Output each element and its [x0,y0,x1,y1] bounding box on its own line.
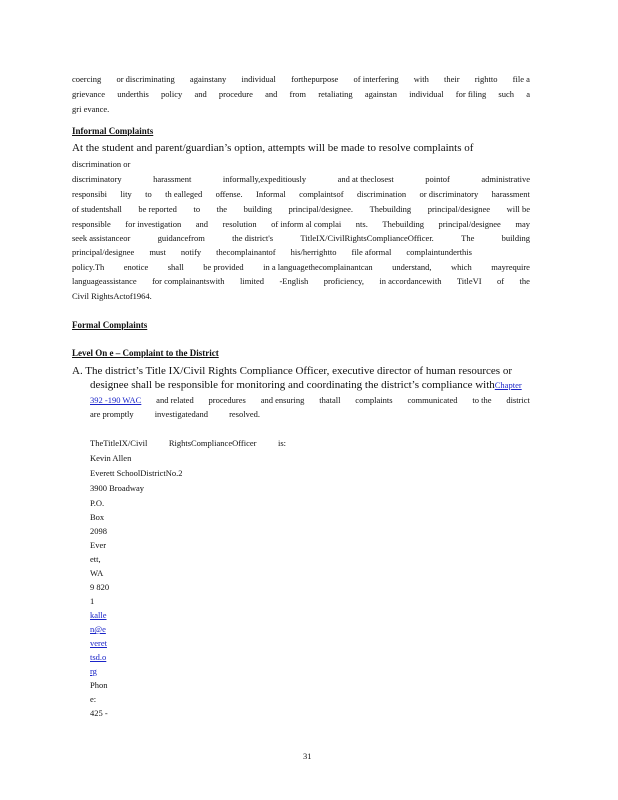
informal-line-5 [72,219,530,229]
officer-phone-fragment: Phon [90,680,108,690]
word: proficiency, [323,276,364,286]
item-a-line-2 [90,379,522,391]
word: individual [241,74,276,84]
officer-email-link[interactable]: tsd.o [90,652,107,662]
informal-line-6 [72,233,530,243]
word: are promptly [90,409,134,419]
word: and related [156,395,194,405]
officer-email-link[interactable]: rg [90,666,97,676]
informal-line-8 [72,262,530,272]
word: grievance [72,89,106,99]
word: building [501,233,530,243]
word: of studentshall [72,204,122,214]
word: TitleVI [456,276,482,286]
informal-line-7 [72,247,472,257]
informal-line-2 [72,174,530,184]
word: responsibi [72,189,107,199]
word: -English [279,276,309,286]
officer-street: 3900 Broadway [90,483,145,493]
word: pointof [425,174,450,184]
word: file aformal [351,247,392,257]
informal-line-4 [72,204,530,214]
word: the [216,204,228,214]
word: shall [167,262,184,272]
word: TheTitleIX/Civil [90,438,148,448]
word: of interfering [353,74,399,84]
word: be reported [138,204,177,214]
word: discrimination [356,189,407,199]
word: of inform al complai [271,219,342,229]
officer-intro [90,438,286,448]
word: retaliating [318,89,353,99]
word: or discriminatory [419,189,479,199]
word: principal/designee. [288,204,353,214]
word: discriminatory [72,174,122,184]
informal-heading: Informal Complaints [72,126,154,136]
word: harassment [153,174,192,184]
wac-number-link[interactable]: 392 -190 WAC [90,395,142,405]
word: in accordancewith [379,276,442,286]
word: for complainantswith [152,276,225,286]
item-a-line-1: A. The district’s Title IX/Civil Rights Compliance Officer, executive director of human resources or [72,365,512,377]
officer-phone-fragment: 425 - [90,708,108,718]
word: limited [239,276,265,286]
word: Thebuilding [369,204,412,214]
word: in a languagethecomplainantcan [263,262,373,272]
word: and ensuring [260,395,305,405]
word: guidancefrom [157,233,205,243]
item-a-text: designee shall be responsible for monitoring and coordinating the district’s compliance with [90,379,495,391]
word: mayrequire [491,262,530,272]
word: his/herrightto [290,247,337,257]
word: of [497,276,505,286]
word: nts. [355,219,368,229]
word: must [149,247,166,257]
officer-email-link[interactable]: veret [90,638,107,648]
word: lity [120,189,132,199]
word: individual [409,89,444,99]
word: building [243,204,272,214]
officer-email-link[interactable]: n@e [90,624,106,634]
word: will be [506,204,530,214]
word: notify [180,247,202,257]
word: policy [161,89,183,99]
word: The [461,233,475,243]
word: th ealleged [165,189,203,199]
officer-email-link[interactable]: kalle [90,610,107,620]
para1-line-3: gri evance. [72,104,110,114]
word: informally,expeditiously [222,174,307,184]
word: the [519,276,530,286]
word: enotice [123,262,149,272]
word: complaints [355,395,393,405]
word: procedure [218,89,253,99]
word: RightsComplianceOfficer [168,438,257,448]
word: complaintsof [299,189,344,199]
wac-chapter-link[interactable]: Chapter [494,380,522,390]
item-a-line-4 [90,409,260,419]
word: from [289,89,307,99]
officer-address-fragment: ett, [90,554,101,564]
word: offense. [215,189,243,199]
officer-address-fragment: 2098 [90,526,107,536]
informal-lead: At the student and parent/guardian’s option, attempts will be made to resolve complaints of [72,142,474,154]
word: be provided [203,262,244,272]
informal-line-1: discrimination or [72,159,131,169]
word: is: [277,438,286,448]
word: resolution [222,219,257,229]
word: investigatedand [154,409,209,419]
officer-address-fragment: WA [90,568,104,578]
word: a [526,89,530,99]
word: procedures [208,395,246,405]
word: principal/designee [427,204,491,214]
word: may [515,219,530,229]
word: responsible [72,219,111,229]
word: thatall [319,395,341,405]
informal-line-3 [72,189,530,199]
word: TitleIX/CivilRightsComplianceOfficer. [300,233,434,243]
word: forthepurpose [291,74,339,84]
para1-line-2 [72,89,530,99]
word: and at theclosest [337,174,394,184]
word: Thebuilding [382,219,424,229]
officer-address-fragment: P.O. [90,498,105,508]
word: the district's [232,233,274,243]
word: seek assistanceor [72,233,131,243]
word: for filing [455,89,487,99]
word: and [195,219,209,229]
officer-address-fragment: 1 [90,596,95,606]
para1-line-1 [72,74,530,84]
word: such [498,89,515,99]
word: understand, [392,262,432,272]
word: resolved. [229,409,260,419]
informal-line-9 [72,276,530,286]
word: Informal [256,189,286,199]
officer-org: Everett SchoolDistrictNo.2 [90,468,183,478]
word: harassment [491,189,530,199]
level-one-heading: Level On e – Complaint to the District [72,348,219,358]
word: languageassistance [72,276,137,286]
officer-address-fragment: 9 820 [90,582,110,592]
word: their [444,74,460,84]
word: principal/designee [72,247,135,257]
word: to [193,204,201,214]
word: or discriminating [116,74,175,84]
word: and [194,89,207,99]
word: and [265,89,278,99]
word: to [145,189,152,199]
word: with [413,74,429,84]
page-number: 31 [303,751,312,761]
officer-phone-fragment: e: [90,694,97,704]
officer-address-fragment: Box [90,512,105,522]
word: againstany [189,74,227,84]
officer-name: Kevin Allen [90,453,132,463]
word: administrative [481,174,530,184]
formal-heading: Formal Complaints [72,320,148,330]
word: complaintunderthis [406,247,472,257]
item-a-line-3 [90,395,530,405]
informal-line-10: Civil RightsActof1964. [72,291,152,301]
word: rightto [474,74,498,84]
word: communicated [407,395,458,405]
word: principal/designee [438,219,501,229]
word: file a [512,74,530,84]
word: to the [472,395,492,405]
word: coercing [72,74,102,84]
word: againstan [364,89,397,99]
word: policy.Th [72,262,105,272]
word: which [451,262,472,272]
word: district [506,395,530,405]
officer-address-fragment: Ever [90,540,107,550]
word: underthis [117,89,149,99]
word: thecomplainantof [216,247,276,257]
word: for investigation [125,219,182,229]
